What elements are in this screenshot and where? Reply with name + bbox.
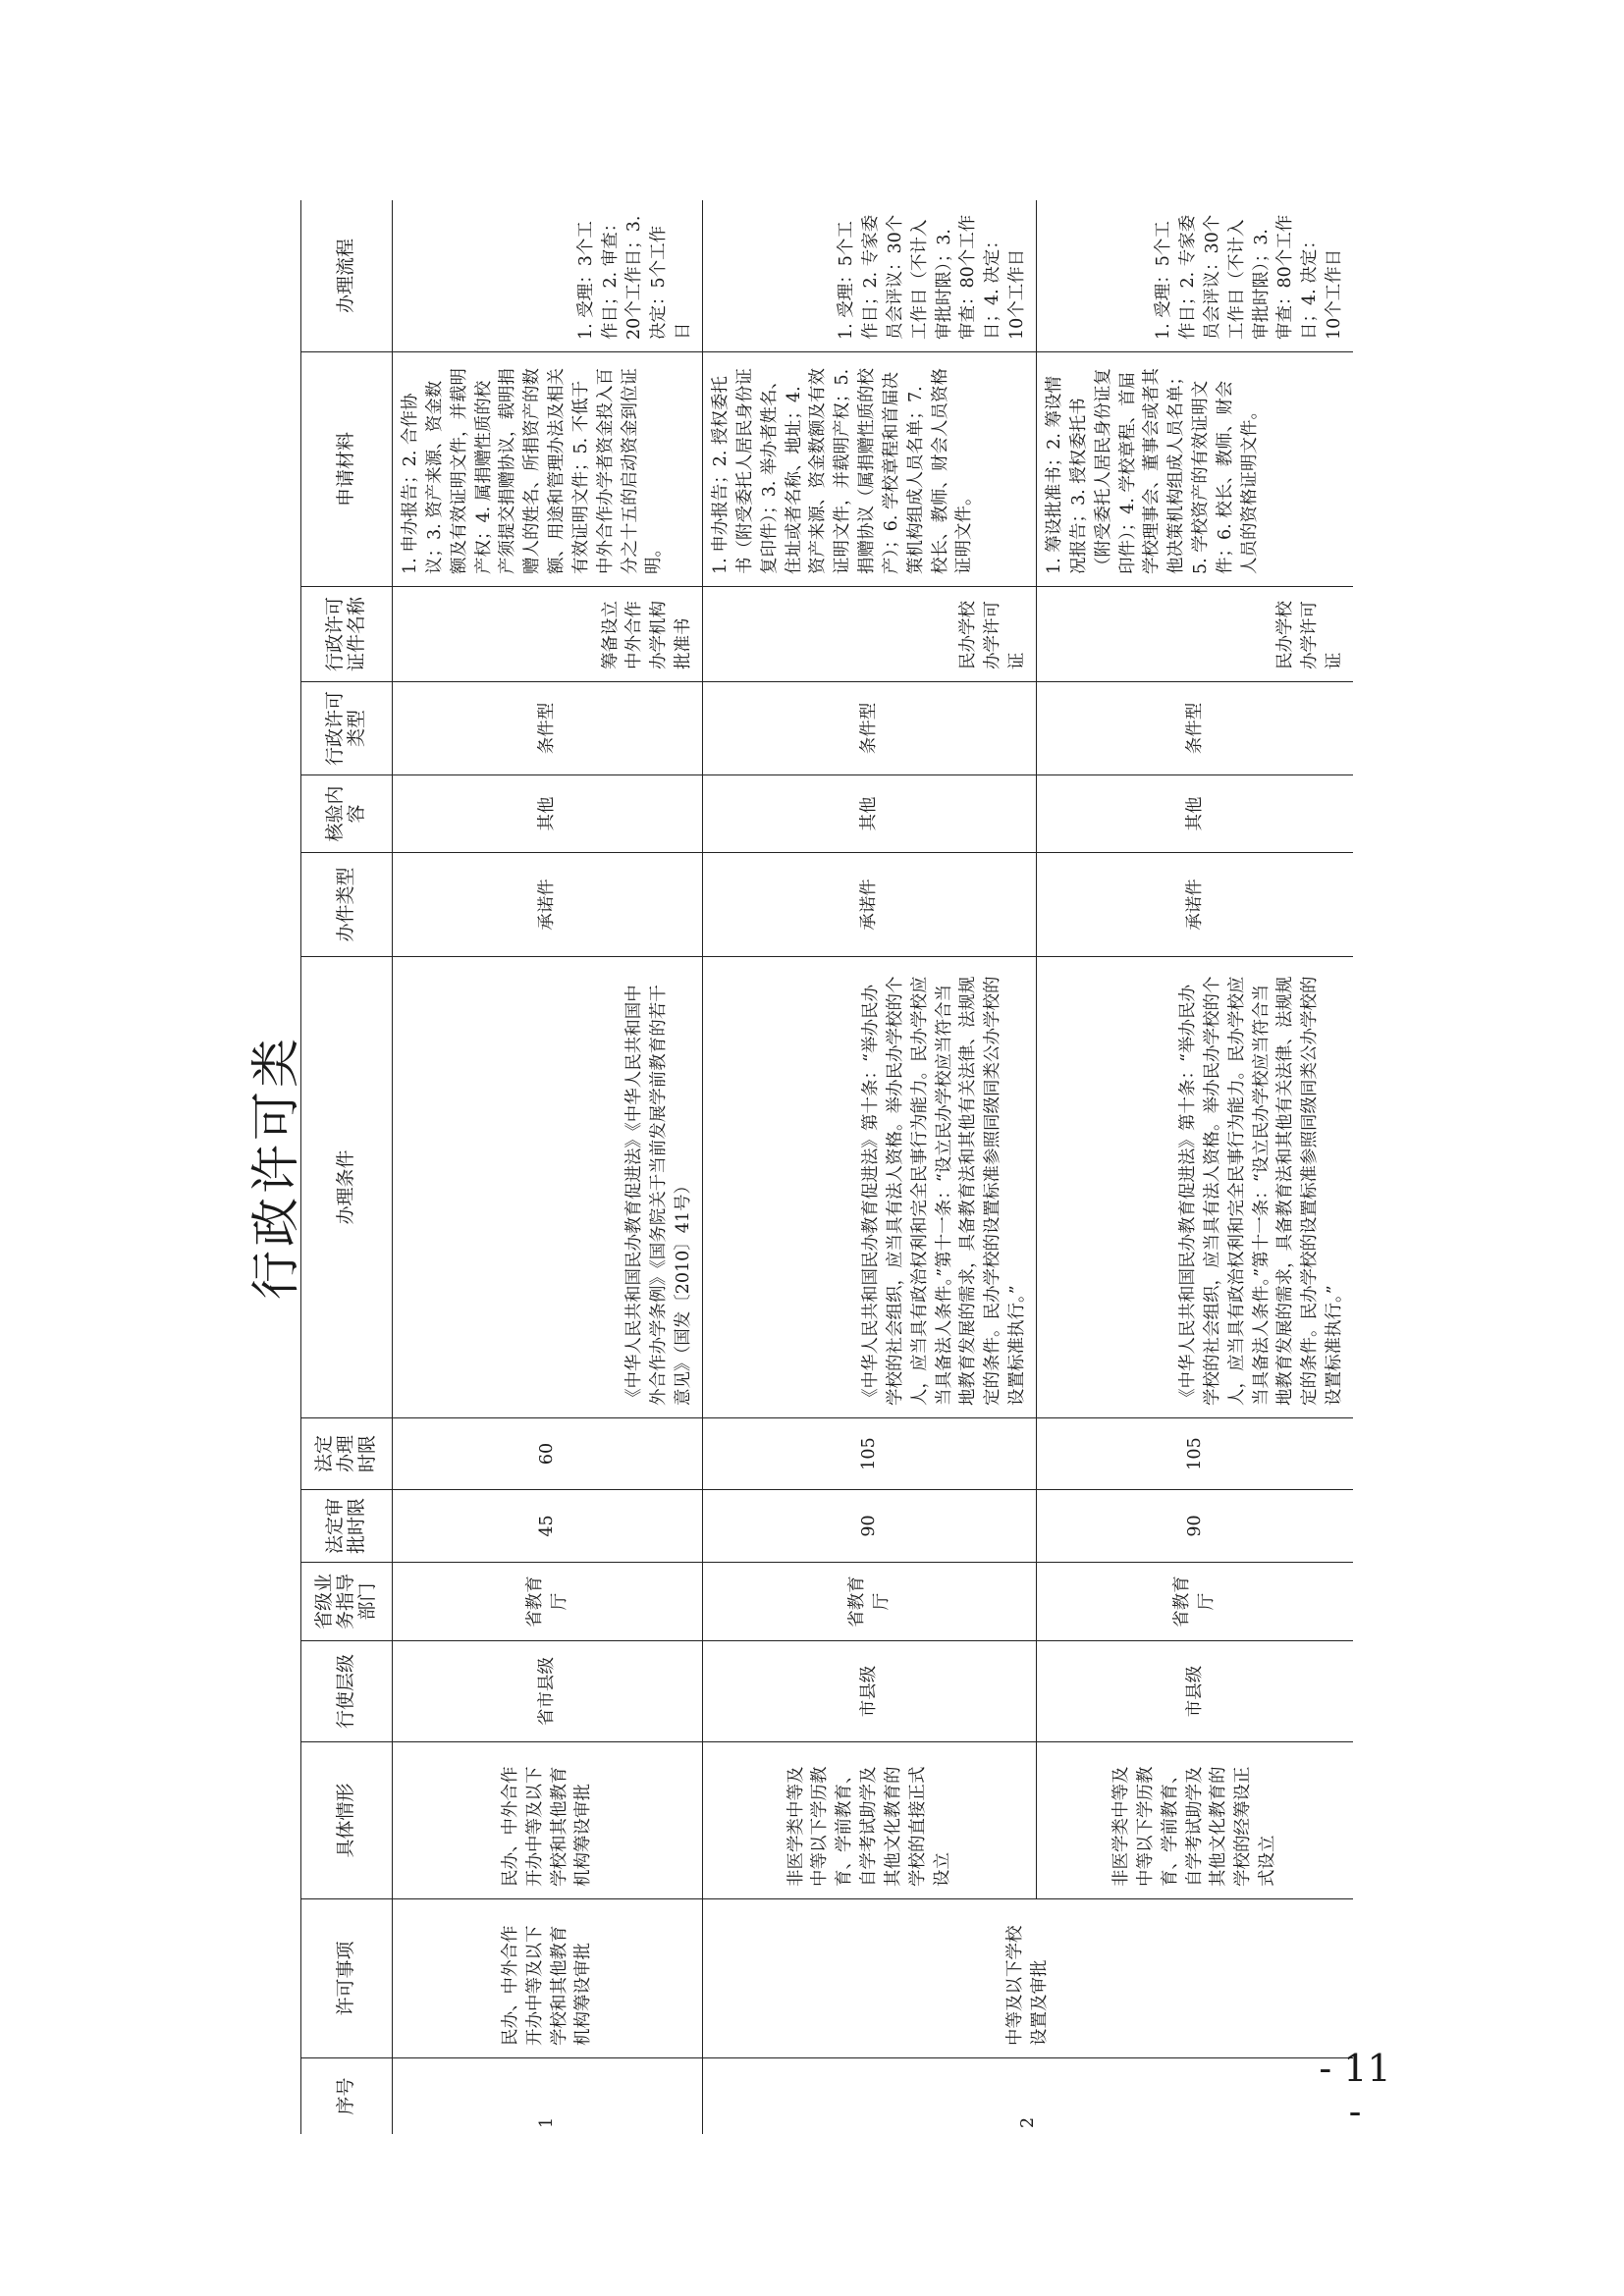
cell-procedure: 1. 受理：5个工作日；2. 专家委员会评议：30个工作日（不计入审批时限）；3. 审查：80个工作日；4. 决定：10个工作日 xyxy=(1154,214,1345,340)
cell-certificate: 民办学校办学许可证 xyxy=(703,586,1037,681)
cell-type: 承诺件 xyxy=(1037,852,1353,956)
cell-conditions: 《中华人民共和国民办教育促进法》第十条：“举办民办学校的社会组织，应当具有法人资格。举办民办学校的个人，应当具有政治权利和完全民事行为能力。民办学校应当具备法人条件。”第十一条：“设立民办学校应当符合当地教育发展的需求，具备教育法和其他有关法律、法规规定的条件。民办学校的设置标准参照同级同类公办学校的设置标准执行。” xyxy=(1037,956,1353,1417)
column-header-level: 行使层级 xyxy=(301,1640,393,1741)
cell-verify: 其他 xyxy=(1037,774,1353,852)
cell-procedure: 1. 受理：5个工作日；2. 专家委员会评议：30个工作日（不计入审批时限）；3. 审查：80个工作日；4. 决定：10个工作日 xyxy=(703,200,1037,351)
cell-level: 市县级 xyxy=(703,1640,1037,1741)
cell-seq: 1 xyxy=(393,2057,703,2134)
cell-certificate: 民办学校办学许可证 xyxy=(1037,586,1353,681)
cell-situation: 民办、中外合作开办中等及以下学校和其他教育机构筹设审批 xyxy=(393,1741,703,1898)
cell-item: 中等及以下学校设置及审批 xyxy=(703,1898,1353,2057)
cell-seq: 2 xyxy=(703,2057,1353,2134)
column-header-procedure: 办理流程 xyxy=(301,200,393,351)
column-header-dept: 省级业务指导部门 xyxy=(301,1562,393,1640)
column-header-verify: 核验内容 xyxy=(301,774,393,852)
cell-materials: 1. 筹设批准书；2. 筹设情况报告；3. 授权委托书（附受委托人居民身份证复印件）；4. 学校章程、首届学校理事会、董事会或者其他决策机构组成人员名单；5. 学校资产的有效证明文件；6. 校长、教师、财会人员的资格证明文件。 xyxy=(1037,351,1353,586)
section-title: 行政许可类 xyxy=(243,200,301,2134)
cell-processing-limit: 105 xyxy=(1037,1417,1353,1489)
license-table xyxy=(301,200,1353,2134)
column-header-certificate: 行政许可证件名称 xyxy=(301,586,393,681)
cell-conditions: 《中华人民共和国民办教育促进法》《中华人民共和国中外合作办学条例》《国务院关于当前发展学前教育的若干意见》（国发〔2010〕41号） xyxy=(393,956,703,1417)
cell-processing-limit: 60 xyxy=(393,1417,703,1489)
cell-procedure: 1. 受理：3个工作日；2. 审查：20个工作日；3. 决定：5个工作日 xyxy=(393,200,703,351)
cell-materials: 1. 申办报告；2. 授权委托书（附受委托人居民身份证复印件）；3. 举办者姓名、住址或者名称、地址；4. 资产来源、资金数额及有效证明文件，并载明产权；5. 捐赠协议（属捐赠性质的校产）；6. 学校章程和首届决策机构组成人员名单；7. 校长、教师、财会人员资格证明文件。 xyxy=(703,351,1037,586)
column-header-type: 办件类型 xyxy=(301,852,393,956)
cell-verify: 其他 xyxy=(703,774,1037,852)
cell-approval-limit: 90 xyxy=(1037,1489,1353,1562)
cell-license-type: 条件型 xyxy=(393,681,703,774)
cell-processing-limit: 105 xyxy=(703,1417,1037,1489)
cell-certificate: 筹备设立中外合作办学机构批准书 xyxy=(393,586,703,681)
cell-type: 承诺件 xyxy=(703,852,1037,956)
cell-situation: 非医学类中等及中等以下学历教育、学前教育、自学考试助学及其他文化教育的学校的直接正式设立 xyxy=(703,1741,1037,1898)
cell-approval-limit: 45 xyxy=(393,1489,703,1562)
column-header-seq: 序号 xyxy=(301,2057,393,2134)
rotated-table-frame xyxy=(243,200,1352,2134)
cell-conditions: 《中华人民共和国民办教育促进法》第十条：“举办民办学校的社会组织，应当具有法人资格。举办民办学校的个人，应当具有政治权利和完全民事行为能力。民办学校应当具备法人条件。”第十一条：“设立民办学校应当符合当地教育发展的需求，具备教育法和其他有关法律、法规规定的条件。民办学校的设置标准参照同级同类公办学校的设置标准执行。” xyxy=(703,956,1037,1417)
column-header-approval-limit: 法定审批时限 xyxy=(301,1489,393,1562)
cell-level: 市县级 xyxy=(1037,1640,1353,1741)
cell-level: 省市县级 xyxy=(393,1640,703,1741)
cell-dept: 省教育厅 xyxy=(393,1562,703,1640)
cell-dept: 省教育厅 xyxy=(1037,1562,1353,1640)
column-header-situation: 具体情形 xyxy=(301,1741,393,1898)
column-header-license-type: 行政许可类型 xyxy=(301,681,393,774)
cell-situation: 非医学类中等及中等以下学历教育、学前教育、自学考试助学及其他文化教育的学校的经筹设正式设立 xyxy=(1037,1741,1353,1898)
cell-type: 承诺件 xyxy=(393,852,703,956)
cell-dept: 省教育厅 xyxy=(703,1562,1037,1640)
cell-license-type: 条件型 xyxy=(703,681,1037,774)
cell-item: 民办、中外合作开办中等及以下学校和其他教育机构筹设审批 xyxy=(393,1898,703,2057)
cell-materials: 1. 申办报告；2. 合作协议；3. 资产来源、资金数额及有效证明文件，并载明产权；4. 属捐赠性质的校产须提交捐赠协议，载明捐赠人的姓名、所捐资产的数额、用途和管理办法及相关有效证明文件；5. 不低于中外合作办学者资金投入百分之十五的启动资金到位证明。 xyxy=(393,351,703,586)
column-header-conditions: 办理条件 xyxy=(301,956,393,1417)
cell-verify: 其他 xyxy=(393,774,703,852)
cell-license-type: 条件型 xyxy=(1037,681,1353,774)
cell-approval-limit: 90 xyxy=(703,1489,1037,1562)
page-number: - 11 - xyxy=(1319,2047,1391,2133)
column-header-processing-limit: 法定办理时限 xyxy=(301,1417,393,1489)
column-header-materials: 申请材料 xyxy=(301,351,393,586)
column-header-item: 许可事项 xyxy=(301,1898,393,2057)
